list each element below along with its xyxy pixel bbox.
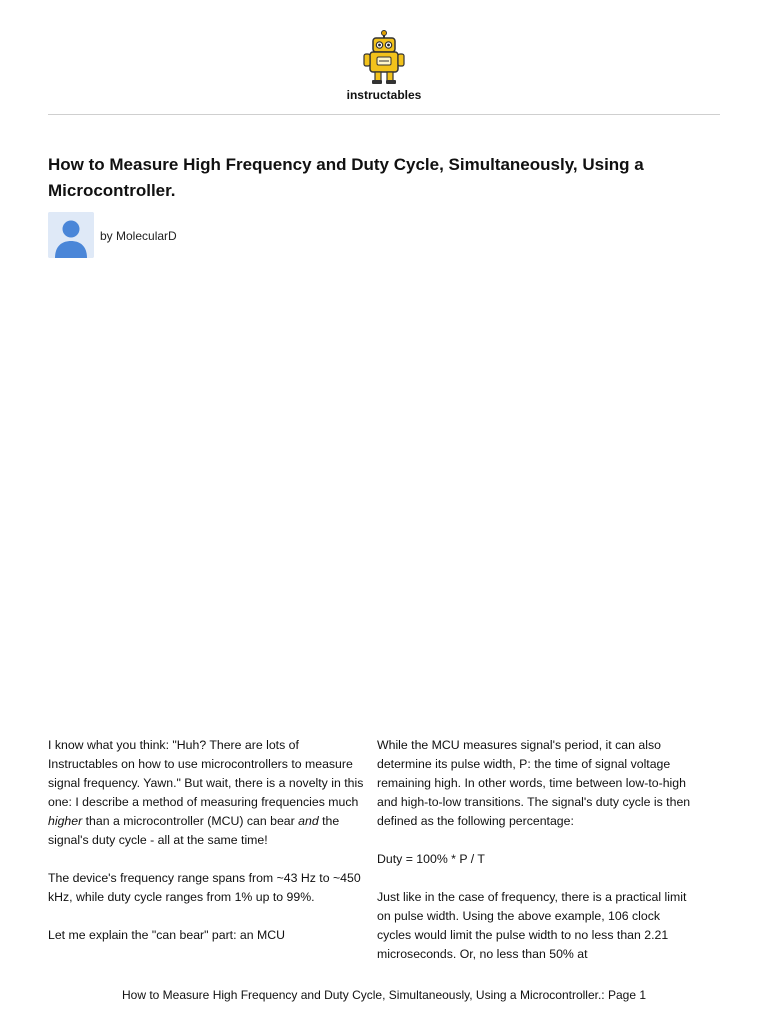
paragraph: Let me explain the "can bear" part: an MCU xyxy=(48,928,286,942)
site-header xyxy=(0,30,768,102)
paragraph: Just like in the case of frequency, there is a practical limit on pulse width. Using the above example, 106 clock cycles would limit the pulse width to no less than 2.21 microseconds. Or, no less than 50% at xyxy=(377,890,687,961)
page-footer: How to Measure High Frequency and Duty Cycle, Simultaneously, Using a Microcontroller.: Page 1 xyxy=(121,988,646,1002)
left-column xyxy=(48,736,366,964)
author-block xyxy=(48,212,177,260)
right-column xyxy=(377,736,695,983)
paragraph xyxy=(48,736,366,850)
avatar[interactable] xyxy=(48,212,94,258)
paragraph: While the MCU measures signal's period, it can also determine its pulse width, P: the time of signal voltage remaining high. In other words, time between low-to-high and high-to-low transitions. The signal's duty cycle is then defined as the following percentage: xyxy=(377,738,691,828)
brand-name[interactable]: instructables xyxy=(346,88,422,102)
text-run: I know what you think: "Huh? There are lots of Instructables on how to use microcontrollers to measure signal frequency. Yawn." But wait, there is a novelty in this one: I describe a method of measuring frequencies much xyxy=(48,738,364,809)
user-avatar-icon xyxy=(48,212,94,258)
author-byline[interactable]: by MolecularD xyxy=(100,229,177,243)
header-divider xyxy=(48,114,720,115)
page-title: How to Measure High Frequency and Duty Cycle, Simultaneously, Using a Microcontroller. xyxy=(48,155,644,200)
emphasis-text: and xyxy=(298,814,319,828)
formula: Duty = 100% * P / T xyxy=(377,852,485,866)
text-run: the signal's duty cycle - all at the same time! xyxy=(48,814,340,847)
emphasis-text: higher xyxy=(48,814,83,828)
instructables-robot-logo-icon[interactable] xyxy=(360,30,408,86)
text-run: than a microcontroller (MCU) can bear xyxy=(82,814,299,828)
paragraph: The device's frequency range spans from ~43 Hz to ~450 kHz, while duty cycle ranges from 1% up to 99%. xyxy=(48,871,361,904)
